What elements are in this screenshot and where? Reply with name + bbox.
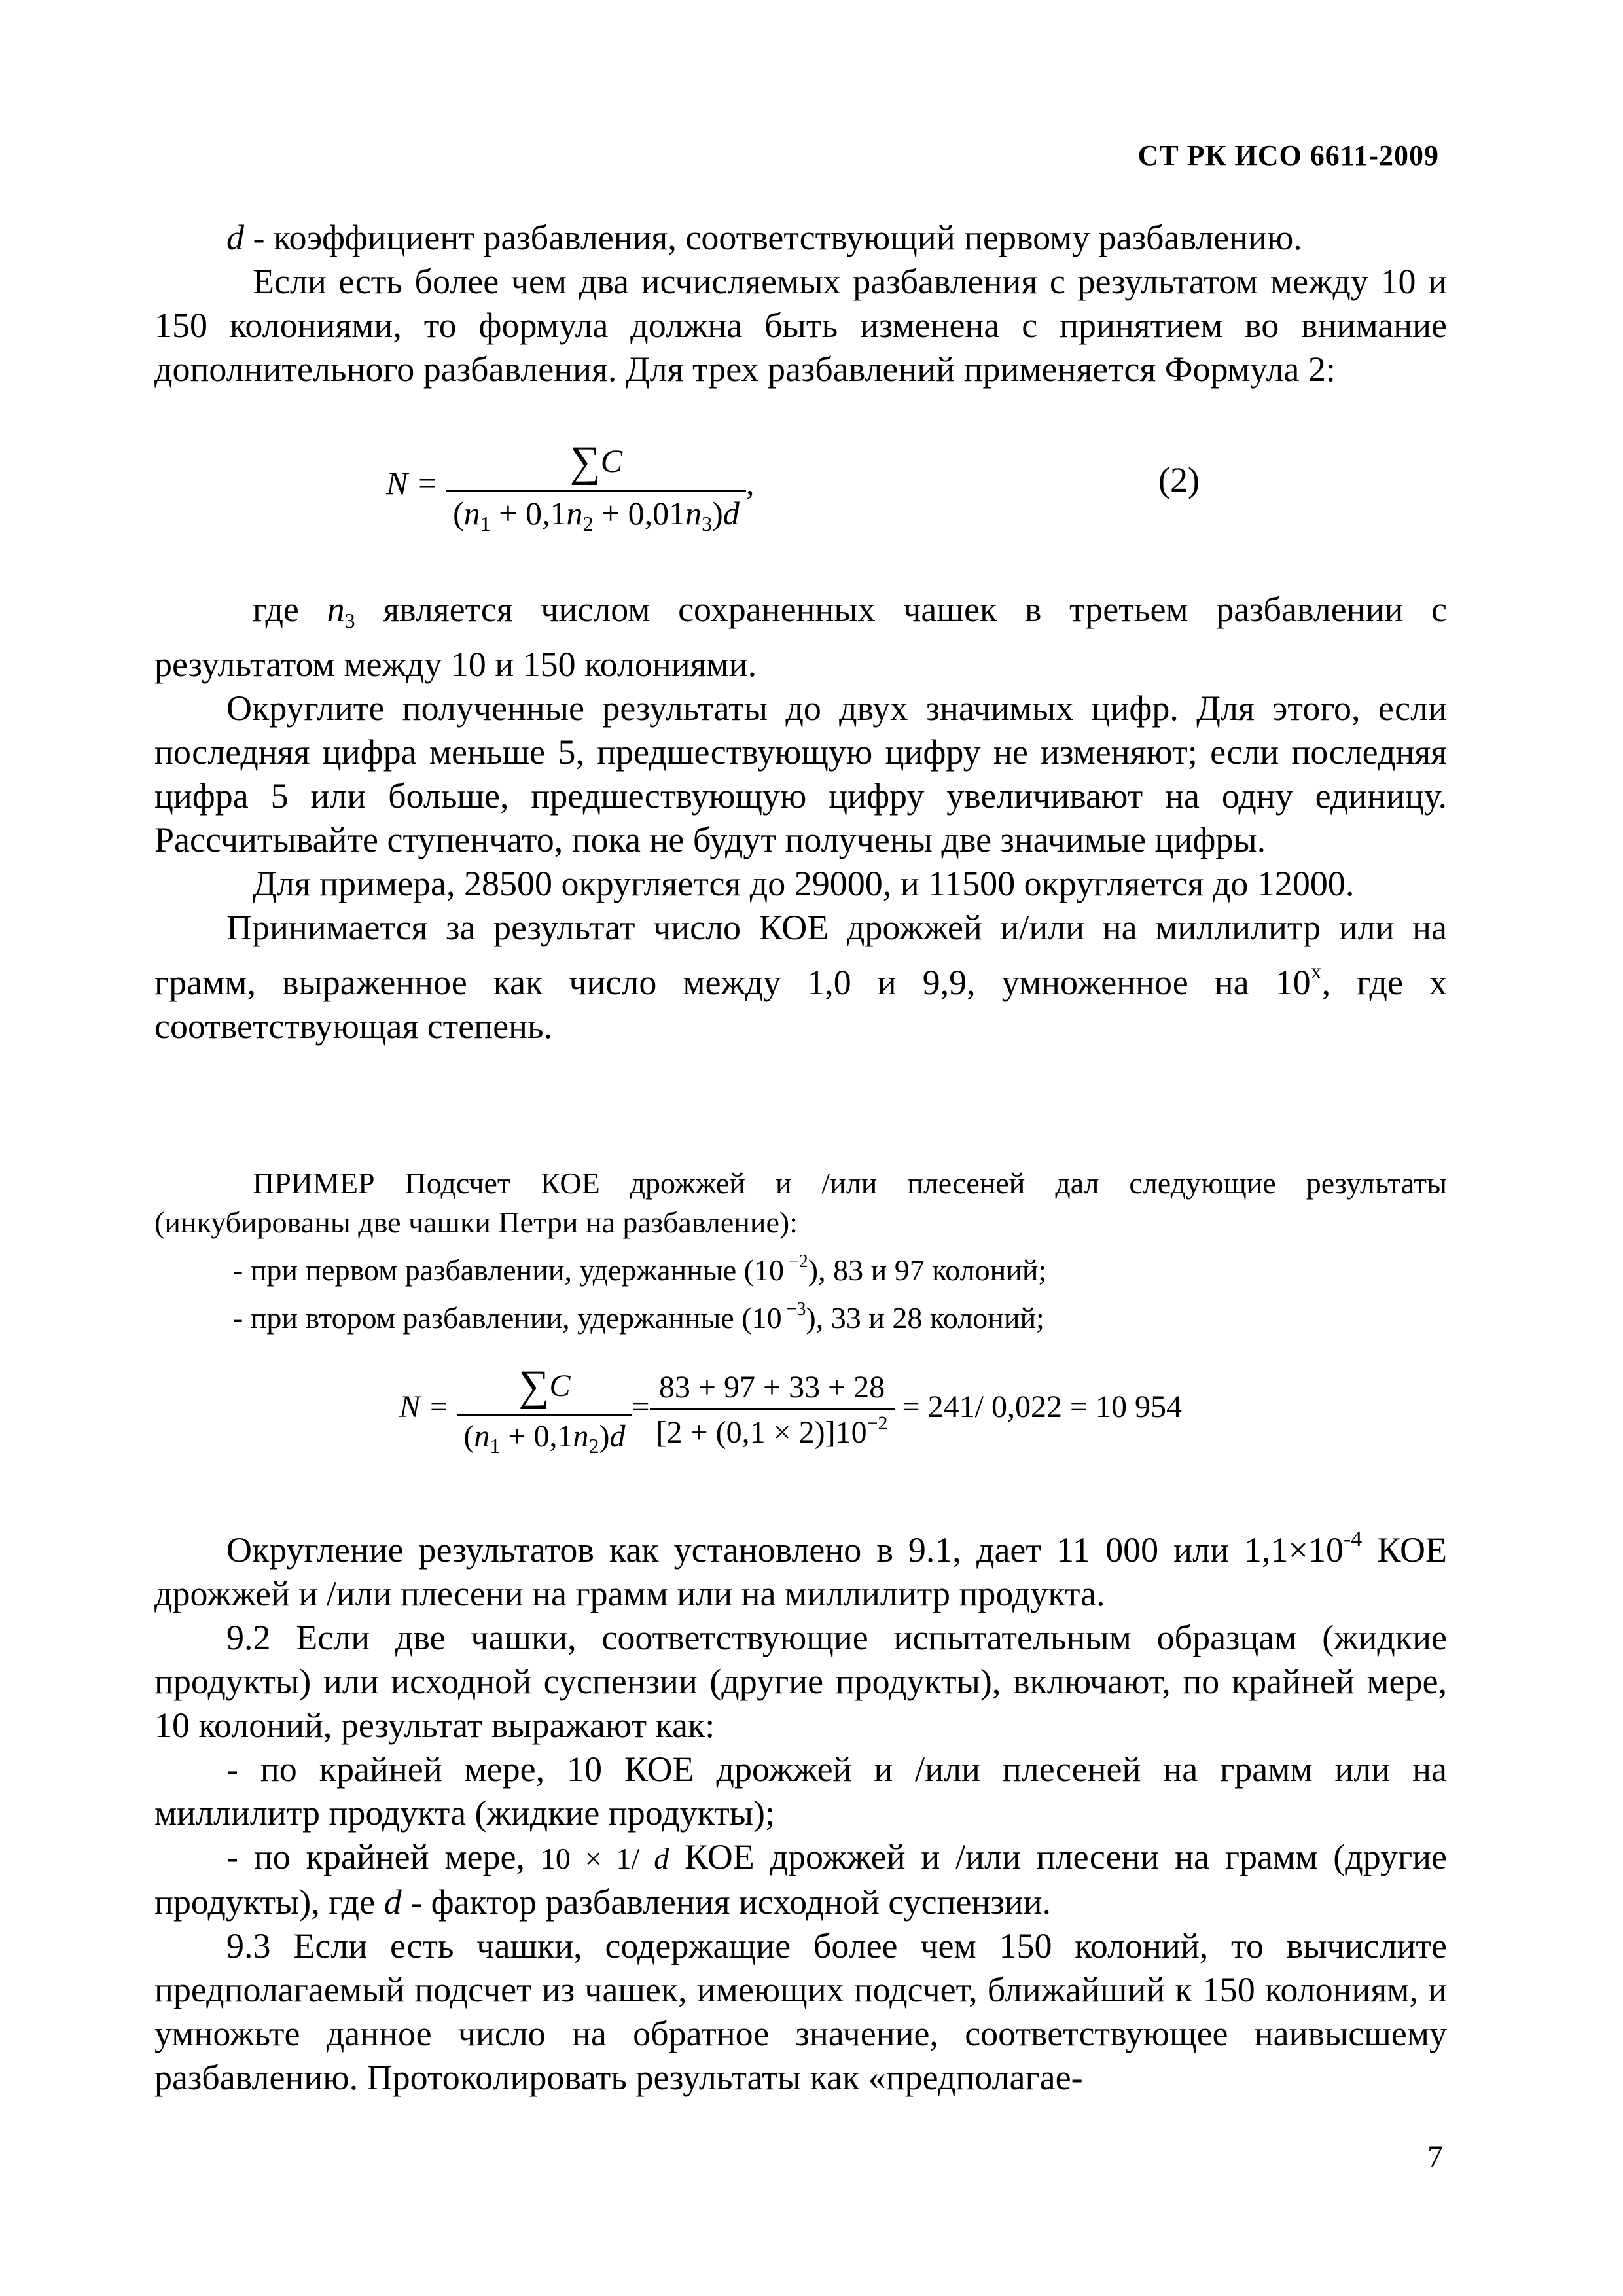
formula3-numerator-1	[457, 1361, 632, 1416]
where-n3-paragraph	[154, 588, 1447, 687]
item2-expr: 10 × 1/	[540, 1842, 654, 1875]
result-sup: x	[1310, 960, 1322, 984]
formula3-result: = 241/ 0,022 = 10 954	[902, 1390, 1183, 1425]
n2: n	[573, 1419, 589, 1454]
main-block-1	[154, 588, 1447, 1049]
n2-sub: 2	[588, 1434, 599, 1458]
sigma-symbol: ∑	[518, 1362, 550, 1410]
formula2-numerator	[446, 437, 746, 492]
n1: n	[474, 1419, 490, 1454]
rr-text-a: Округление результатов как установлено в 9.1, дает 11 000 или 1,1×10	[226, 1530, 1344, 1570]
section-9-2-item-2	[154, 1835, 1447, 1924]
result-text-a: Принимается за результат число КОЕ дрожжей и/или на миллилитр или на грамм, выраженное как число между 1,0 и 9,9, умноженное на 10	[154, 908, 1447, 1002]
rr-text-b: КОЕ дрожжей и /или плесени на грамм или на миллилитр продукта.	[154, 1530, 1448, 1613]
ex2-a: - при первом разбавлении, удержанные (10	[233, 1253, 784, 1287]
section-9-2-paragraph: 9.2 Если две чашки, соответствующие испытательным образцам (жидкие продукты) или исходной суспензии (другие продукты), включают, по крайней мере, 10 колоний, результат выражают как:	[154, 1618, 1447, 1745]
sigma-symbol: ∑	[569, 438, 601, 486]
ex3-b: ), 33 и 28 колоний;	[806, 1301, 1044, 1335]
formula3-fraction-1	[457, 1361, 632, 1458]
d-variable: d	[226, 218, 244, 257]
rr-sup: -4	[1343, 1527, 1363, 1551]
d-var: d	[609, 1419, 626, 1454]
formula3-denominator-2	[650, 1410, 895, 1450]
n3: n	[685, 495, 702, 531]
formula-2	[386, 437, 754, 536]
item2-c: - фактор разбавления исходной суспензии.	[401, 1882, 1051, 1922]
intro-block	[154, 216, 1447, 391]
example-line-1: ПРИМЕР Подсчет КОЕ дрожжей и /или плесеней дал следующие результаты (инкубированы две чашки Петри на разбавление):	[154, 1166, 1447, 1239]
where-prefix: где	[253, 590, 327, 629]
page-number: 7	[1427, 2140, 1443, 2174]
paren: (	[463, 1419, 474, 1454]
formula3-denominator-1	[457, 1416, 632, 1458]
item2-b: КОЕ дрожжей и /или плесени на грамм (другие продукты), где	[154, 1837, 1447, 1922]
term: + 0,01	[593, 495, 686, 531]
formula3-numerator-2: 83 + 97 + 33 + 28	[650, 1369, 895, 1410]
result-text-b: , где x соответствующая степень.	[154, 963, 1447, 1046]
d-definition	[154, 216, 1447, 260]
n3-sub: 3	[702, 512, 713, 535]
document-code-header: СТ РК ИСО 6611-2009	[1137, 139, 1439, 171]
example-block	[154, 1164, 1447, 1338]
rounding-example-paragraph: Для примера, 28500 округляется до 29000, и 11500 округляется до 12000.	[253, 864, 1355, 903]
ex3-a: - при втором разбавлении, удержанные (10	[233, 1301, 782, 1335]
section-9-3-paragraph: 9.3 Если есть чашки, содержащие более чем 150 колоний, то вычислите предполагаемый подсчет из чашек, имеющих подсчет, ближайший к 150 колониям, и умножьте данное число на обратное значение, соответствующее наивысшему разбавлению. Протоколировать результаты как «предполагае-	[154, 1926, 1447, 2097]
multiple-dilutions-paragraph: Если есть более чем два исчисляемых разбавления с результатом между 10 и 150 колониями, то формула должна быть изменена с принятием во внимание дополнительного разбавления. Для трех разбавлений применяется Формула 2:	[154, 262, 1447, 389]
n2-sub: 2	[582, 512, 594, 535]
paren: (	[453, 495, 464, 531]
formula2-comma: ,	[745, 464, 755, 501]
n1-sub: 1	[480, 512, 491, 535]
d-definition-text: - коэффициент разбавления, соответствующий первому разбавлению.	[244, 218, 1302, 257]
result-expression-paragraph	[154, 906, 1447, 1049]
formula2-c: C	[600, 442, 623, 479]
where-text: является числом сохраненных чашек в третьем разбавлении с результатом между 10 и 150 колониями.	[154, 590, 1447, 684]
ex2-b: ), 83 и 97 колоний;	[808, 1253, 1047, 1287]
item2-d: d	[654, 1842, 669, 1875]
c-var: C	[549, 1369, 571, 1403]
formula3-lhs: N =	[399, 1390, 450, 1425]
paren: )	[712, 495, 723, 531]
den2-text: [2 + (0,1 × 2)]10	[656, 1415, 867, 1450]
rounding-rule-paragraph: Округлите полученные результаты до двух значимых цифр. Для этого, если последняя цифра меньше 5, предшествующую цифру не изменяют; если последняя цифра 5 или больше, предшествующую цифру увеличивают на одну единицу. Рассчитывайте ступенчато, пока не будут получены две значимые цифры.	[154, 689, 1447, 859]
formula2-lhs: N =	[386, 464, 438, 501]
term: + 0,1	[490, 495, 567, 531]
section-9-2-item-1: - по крайней мере, 10 КОЕ дрожжей и /или плесеней на грамм или на миллилитр продукта (жидкие продукты);	[154, 1749, 1447, 1833]
item2-a: - по крайней мере,	[226, 1837, 541, 1876]
equals-sign: =	[632, 1390, 650, 1425]
equation-number: (2)	[1158, 460, 1200, 499]
n3-sub: 3	[344, 609, 355, 632]
n3-var: n	[327, 590, 345, 629]
paren: )	[599, 1419, 610, 1454]
example-line-3	[154, 1290, 1447, 1338]
item2-d2: d	[383, 1882, 402, 1922]
n1: n	[463, 495, 480, 531]
example-line-2	[154, 1242, 1447, 1290]
ex2-sup: −2	[783, 1251, 808, 1272]
formula3-fraction-2	[650, 1369, 895, 1450]
formula-example	[399, 1361, 1182, 1458]
n2: n	[566, 495, 583, 531]
rounding-result-paragraph	[154, 1517, 1447, 1616]
term: + 0,1	[500, 1419, 573, 1454]
formula2-fraction	[446, 437, 746, 536]
formula2-denominator	[446, 492, 746, 536]
den2-sup: −2	[866, 1412, 888, 1434]
n1-sub: 1	[490, 1434, 501, 1458]
main-block-2	[154, 1517, 1447, 2100]
ex3-sup: −3	[781, 1299, 806, 1319]
d-var: d	[722, 495, 740, 531]
